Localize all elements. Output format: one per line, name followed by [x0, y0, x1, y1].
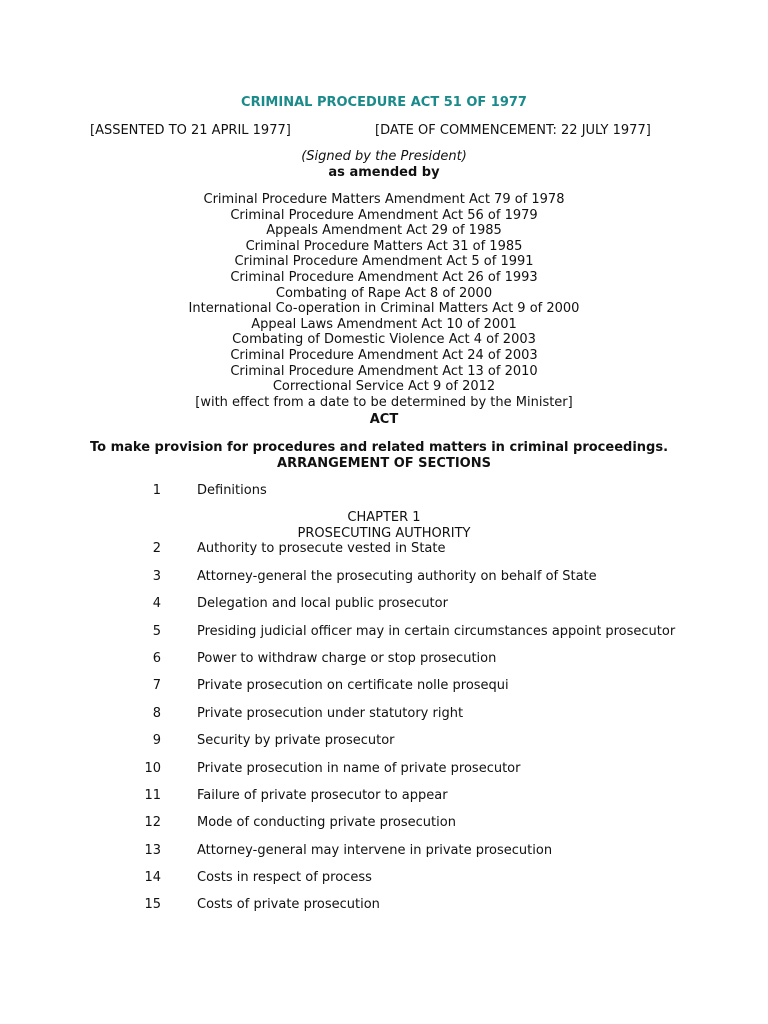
chapter-title: PROSECUTING AUTHORITY — [297, 525, 471, 541]
document-title: CRIMINAL PROCEDURE ACT 51 OF 1977 — [241, 95, 527, 110]
amendment-item: Criminal Procedure Amendment Act 56 of 1979 — [230, 207, 538, 223]
section-row — [0, 541, 768, 559]
amendment-item: Criminal Procedure Amendment Act 5 of 1991 — [234, 254, 534, 270]
section-row — [0, 843, 768, 861]
amendment-list — [0, 192, 768, 410]
amendment-item: [with effect from a date to be determined by the Minister] — [195, 394, 573, 410]
section-row — [0, 815, 768, 833]
amendment-item: Criminal Procedure Matters Amendment Act 79 of 1978 — [203, 192, 565, 207]
section-title: Delegation and local public prosecutor — [197, 596, 448, 611]
amendment-item: Correctional Service Act 9 of 2012 — [272, 379, 496, 395]
section-row — [0, 788, 768, 806]
section-number: 1 — [152, 483, 161, 498]
section-title: Private prosecution in name of private prosecutor — [197, 761, 521, 776]
amendment-item: Appeal Laws Amendment Act 10 of 2001 — [251, 316, 517, 332]
chapter-label: CHAPTER 1 — [347, 510, 421, 525]
commencement-date: [DATE OF COMMENCEMENT: 22 JULY 1977] — [375, 123, 651, 138]
section-row — [0, 761, 768, 779]
section-title: Authority to prosecute vested in State — [197, 541, 446, 556]
section-row — [0, 678, 768, 696]
section-number: 12 — [144, 815, 161, 830]
section-number: 15 — [144, 897, 161, 912]
amendment-item: Criminal Procedure Amendment Act 13 of 2010 — [230, 363, 538, 379]
section-number: 6 — [152, 651, 161, 666]
act-purpose: To make provision for procedures and related matters in criminal proceedings. — [90, 440, 669, 455]
section-number: 11 — [144, 788, 161, 803]
amendment-item: Criminal Procedure Amendment Act 26 of 1993 — [230, 269, 538, 285]
section-row — [0, 733, 768, 751]
section-number: 2 — [152, 541, 161, 556]
section-title: Power to withdraw charge or stop prosecution — [197, 651, 497, 666]
section-row — [0, 706, 768, 724]
amendment-item: Criminal Procedure Amendment Act 24 of 2003 — [230, 347, 538, 363]
section-row — [0, 897, 768, 915]
section-title: Costs in respect of process — [197, 870, 372, 885]
section-row — [0, 870, 768, 888]
section-number: 14 — [144, 870, 161, 885]
section-number: 3 — [152, 569, 161, 584]
section-title: Attorney-general may intervene in private prosecution — [197, 843, 553, 858]
amendment-item: Appeals Amendment Act 29 of 1985 — [266, 223, 502, 239]
section-title: Definitions — [197, 483, 267, 498]
section-number: 7 — [152, 678, 161, 693]
section-row — [0, 651, 768, 669]
amendment-item: International Co-operation in Criminal Matters Act 9 of 2000 — [188, 301, 580, 317]
amendment-item: Combating of Domestic Violence Act 4 of 2003 — [232, 332, 536, 348]
amended-heading: as amended by — [328, 165, 440, 180]
section-title: Presiding judicial officer may in certain circumstances appoint prosecutor — [197, 624, 676, 639]
section-number: 13 — [144, 843, 161, 858]
section-row — [0, 569, 768, 587]
section-number: 5 — [152, 624, 161, 639]
section-number: 4 — [152, 596, 161, 611]
section-title: Mode of conducting private prosecution — [197, 815, 456, 830]
section-title: Private prosecution under statutory right — [197, 706, 464, 721]
signed-note: (Signed by the President) — [301, 149, 467, 164]
section-number: 10 — [144, 761, 161, 776]
amendment-item: Criminal Procedure Matters Act 31 of 1985 — [245, 238, 523, 254]
amendment-item: Combating of Rape Act 8 of 2000 — [275, 285, 493, 301]
section-title: Private prosecution on certificate nolle prosequi — [197, 678, 509, 693]
section-row — [0, 596, 768, 614]
section-row — [0, 483, 768, 501]
section-row — [0, 624, 768, 642]
act-label: ACT — [369, 412, 399, 427]
assented-date: [ASSENTED TO 21 APRIL 1977] — [90, 123, 291, 138]
section-title: Costs of private prosecution — [197, 897, 380, 912]
section-number: 8 — [152, 706, 161, 721]
arrangement-heading: ARRANGEMENT OF SECTIONS — [277, 456, 491, 471]
section-number: 9 — [152, 733, 161, 748]
section-title: Security by private prosecutor — [197, 733, 395, 748]
section-title: Failure of private prosecutor to appear — [197, 788, 448, 803]
section-title: Attorney-general the prosecuting authority on behalf of State — [197, 569, 597, 584]
chapter-heading — [0, 510, 768, 541]
